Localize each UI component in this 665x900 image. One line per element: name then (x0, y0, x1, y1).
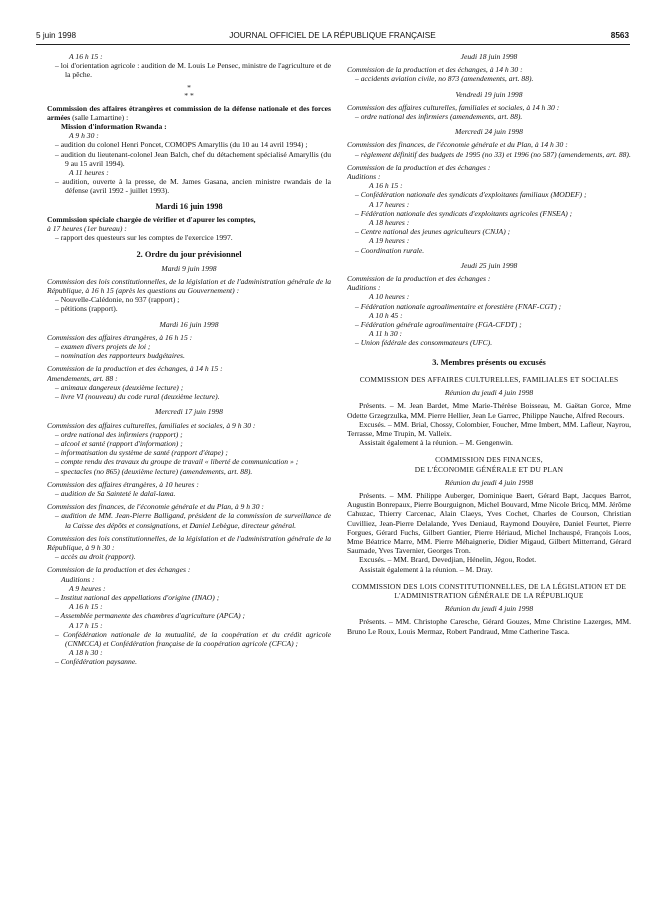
time-line: A 9 heures : (69, 583, 106, 593)
commission-line: Commission des lois constitutionnelles, de la législation et de l'administration générale de la République, à 16 h 15 (après les questions au Gouvernement) : (47, 276, 331, 296)
commission-name: COMMISSION DES AFFAIRES CULTURELLES, FAMILIALES ET SOCIALES (359, 374, 619, 384)
page-header (0, 0, 665, 46)
agenda-item: – accès au droit (rapport). (55, 552, 136, 562)
commission-heading (47, 104, 331, 122)
date-heading: Vendredi 19 juin 1998 (455, 89, 523, 99)
sub-heading: Auditions : (347, 172, 381, 182)
agenda-item: – Union fédérale des consommateurs (UFC). (355, 338, 493, 348)
agenda-item: – Confédération nationale de la mutualité, de la coopération et du crédit agricole (CNMCCA) et Confédération française de la coopération agricole (CFCA) ; (55, 629, 331, 648)
attending-members: Assistait également à la réunion. – M. Dray. (359, 564, 493, 574)
agenda-item: – informatisation du système de santé (rapport d'étape) ; (55, 448, 228, 458)
commission-title: Commission spéciale chargée de vérifier et d'apurer les comptes, (47, 214, 256, 224)
section-heading: 2. Ordre du jour prévisionnel (136, 250, 242, 260)
agenda-item: – ordre national des infirmiers (amendements, art. 88). (355, 112, 523, 122)
header-page-number: 8563 (610, 31, 629, 40)
agenda-item: – livre VI (nouveau) du code rural (deuxième lecture). (55, 392, 220, 402)
time-line: A 11 h 30 : (369, 329, 403, 339)
time-line: A 10 heures : (369, 292, 410, 302)
present-members: Présents. – M. Jean Bardet, Mme Marie-Thérèse Boisseau, M. Gaëtan Gorce, Mme Odette Grzegrzulka, MM. Pierre Hellier, Jean Le Garrec, Philippe Nauche, Alfred Recours. (347, 401, 631, 420)
agenda-item: – ordre national des infirmiers (rapport) ; (55, 429, 183, 439)
sub-heading: Auditions : (61, 574, 95, 584)
agenda-item: – Confédération paysanne. (55, 657, 138, 667)
separator-stars: * * (184, 90, 194, 100)
right-column (347, 52, 631, 888)
commission-name: COMMISSION DES FINANCES, (435, 455, 543, 465)
agenda-item: – audition, ouverte à la presse, de M. James Gasana, ancien ministre rwandais de la défense (avril 1992 - juillet 1993). (55, 177, 331, 196)
commission-line: Commission des lois constitutionnelles, de la législation et de l'administration générale de la République, à 9 h 30 : (47, 533, 331, 552)
sub-heading: Amendements, art. 88 : (47, 373, 118, 383)
time-line: A 11 heures : (69, 168, 109, 178)
commission-line: Commission de la production et des échanges : (47, 565, 191, 575)
mission-title: Mission d'information Rwanda : (61, 122, 167, 132)
agenda-item: – Centre national des jeunes agriculteurs (CNJA) ; (355, 227, 511, 237)
agenda-item: – Coordination rurale. (355, 245, 425, 255)
agenda-item: – Fédération nationale des syndicats d'exploitants agricoles (FNSEA) ; (355, 208, 573, 218)
agenda-item: – pétitions (rapport). (55, 304, 118, 314)
agenda-item: – Assemblée permanente des chambres d'agriculture (APCA) ; (55, 611, 246, 621)
commission-title: Commission des affaires étrangères et commission de la défense nationale et des forces armées (47, 103, 331, 122)
commission-line: Commission de la production et des échanges : (347, 162, 491, 172)
agenda-item: – compte rendu des travaux du groupe de travail « liberté de communication » ; (55, 457, 299, 467)
commission-line: Commission des finances, de l'économie générale et du Plan, à 14 h 30 : (347, 140, 568, 150)
commission-line: Commission des affaires culturelles, familiales et sociales, à 9 h 30 : (47, 420, 256, 430)
commission-room: (salle Lamartine) : (70, 112, 129, 122)
excused-members: Excusés. – MM. Brial, Chossy, Colombier, Foucher, Mme Imbert, MM. Lafleur, Nayrou, Terrasse, Mme Trupin, M. Valleix. (347, 419, 631, 438)
commission-line: Commission de la production et des échanges : (347, 274, 491, 284)
left-column (47, 52, 331, 888)
agenda-item: – audition du lieutenant-colonel Jean Balch, chef du détachement spécialisé Amaryllis (du 9 au 15 avril 1994). (55, 149, 331, 168)
header-date: 5 juin 1998 (36, 31, 77, 40)
agenda-item: – nomination des rapporteurs budgétaires. (55, 351, 185, 361)
time-line: A 16 h 15 : (69, 602, 103, 612)
agenda-item: – alcool et santé (rapport d'information) ; (55, 438, 183, 448)
agenda-item: – audition de MM. Jean-Pierre Balligand, président de la commission de surveillance de la Caisse des dépôts et consignations, et Daniel Lebègue, directeur général. (55, 511, 331, 530)
time-line: A 9 h 30 : (69, 131, 99, 141)
date-heading: Mardi 9 juin 1998 (161, 263, 217, 273)
commission-line: Commission de la production et des échanges, à 14 h 15 : (47, 364, 223, 374)
time-line: A 16 h 15 : (69, 52, 103, 61)
agenda-item: – audition du colonel Henri Poncet, COMOPS Amaryllis (du 10 au 14 avril 1994) ; (55, 140, 308, 150)
agenda-item: – Nouvelle-Calédonie, no 937 (rapport) ; (55, 295, 180, 305)
agenda-item: – Fédération nationale agroalimentaire et forestière (FNAF-CGT) ; (355, 301, 562, 311)
agenda-item: – Fédération générale agroalimentaire (FGA-CFDT) ; (355, 320, 522, 330)
excused-members: Excusés. – MM. Brard, Devedjian, Hénelin, Jégou, Rodet. (359, 555, 537, 565)
date-heading: Mardi 16 juin 1998 (159, 319, 219, 329)
separator-star: * (187, 82, 191, 92)
time-line: A 18 h 30 : (69, 648, 103, 658)
commission-name: DE L'ÉCONOMIE GÉNÉRALE ET DU PLAN (414, 464, 564, 474)
agenda-item: – loi d'orientation agricole : audition de M. Louis Le Pensec, ministre de l'agriculture et de la pêche. (55, 61, 331, 80)
agenda-item: – Confédération nationale des syndicats d'exploitants familiaux (MODEF) ; (355, 190, 587, 200)
agenda-item: – accidents aviation civile, no 873 (amendements, art. 88). (355, 74, 534, 84)
commission-line: Commission des affaires culturelles, familiales et sociales, à 14 h 30 : (347, 102, 560, 112)
date-heading: Mardi 16 juin 1998 (155, 201, 223, 211)
agenda-item: – animaux dangereux (deuxième lecture) ; (55, 382, 184, 392)
commission-line: Commission des affaires étrangères, à 16 h 15 : (47, 332, 193, 342)
commission-line: Commission des affaires étrangères, à 10 heures : (47, 479, 199, 489)
agenda-item: – examen divers projets de loi ; (55, 342, 151, 352)
section-heading: 3. Membres présents ou excusés (432, 357, 546, 367)
agenda-item: – règlement définitif des budgets de 1995 (no 33) et 1996 (no 587) (amendements, art. 88). (355, 149, 631, 159)
agenda-item: – rapport des questeurs sur les comptes de l'exercice 1997. (55, 233, 233, 243)
time-line: A 17 h 15 : (69, 620, 103, 630)
time-line: A 10 h 45 : (369, 310, 403, 320)
commission-line: Commission des finances, de l'économie générale et du Plan, à 9 h 30 : (47, 502, 264, 512)
commission-name: COMMISSION DES LOIS CONSTITUTIONNELLES, DE LA LÉGISLATION ET DE L'ADMINISTRATION GÉNÉRALE DE LA RÉPUBLIQUE (351, 581, 627, 600)
commission-line: Commission de la production et des échanges, à 14 h 30 : (347, 65, 523, 75)
agenda-item: – audition de Sa Sainteté le dalaï-lama. (55, 488, 176, 498)
date-heading: Mercredi 24 juin 1998 (455, 127, 523, 137)
date-heading: Jeudi 25 juin 1998 (460, 260, 518, 270)
time-line: A 18 heures : (369, 218, 410, 228)
header-journal-title: JOURNAL OFFICIEL DE LA RÉPUBLIQUE FRANÇAISE (229, 31, 436, 40)
attending-members: Assistait également à la réunion. – M. Gengenwin. (359, 438, 513, 448)
date-heading: Mercredi 17 juin 1998 (155, 407, 223, 417)
agenda-item: – Institut national des appellations d'origine (INAO) ; (55, 592, 220, 602)
time-line: A 16 h 15 : (369, 181, 403, 191)
time-line: à 17 heures (1er bureau) : (47, 224, 127, 234)
present-members: Présents. – MM. Philippe Auberger, Dominique Baert, Gérard Bapt, Jacques Barrot, Augustin Bonrepaux, Pierre Bourguignon, Michel Bouvard, Mme Nicole Bricq, MM. Jérôme Cahuzac, Thierry Carcenac, Alain Claeys, Yves Cochet, Charles de Courson, Christian Cuvilliez, Jean-Pierre Delalande, Yves Deniaud, Raymond Douyère, Daniel Feurtet, Pierre Forgues, Gérard Fuchs, Gilbert Gantier, Pierre Hériaud, Michel Inchauspé, François Loos, Mme Béatrice Marre, MM. Pierre Méhaignerie, Didier Migaud, Gilbert Mitterrand, Gérard Saumade, Yves Tavernier, Georges Tron. (347, 490, 631, 556)
meeting-date: Réunion du jeudi 4 juin 1998 (444, 477, 534, 487)
time-line: A 19 heures : (369, 236, 410, 246)
header-rule (36, 44, 630, 45)
date-heading: Jeudi 18 juin 1998 (460, 52, 518, 61)
meeting-date: Réunion du jeudi 4 juin 1998 (444, 604, 534, 614)
meeting-date: Réunion du jeudi 4 juin 1998 (444, 388, 534, 398)
present-members: Présents. – MM. Christophe Caresche, Gérard Gouzes, Mme Christine Lazerges, MM. Bruno Le Roux, Louis Mermaz, Robert Pandraud, Mme Catherine Tasca. (347, 617, 631, 636)
time-line: A 17 heures : (369, 199, 410, 209)
agenda-item: – spectacles (no 865) (deuxième lecture) (amendements, art. 88). (55, 466, 253, 476)
sub-heading: Auditions : (347, 283, 381, 293)
